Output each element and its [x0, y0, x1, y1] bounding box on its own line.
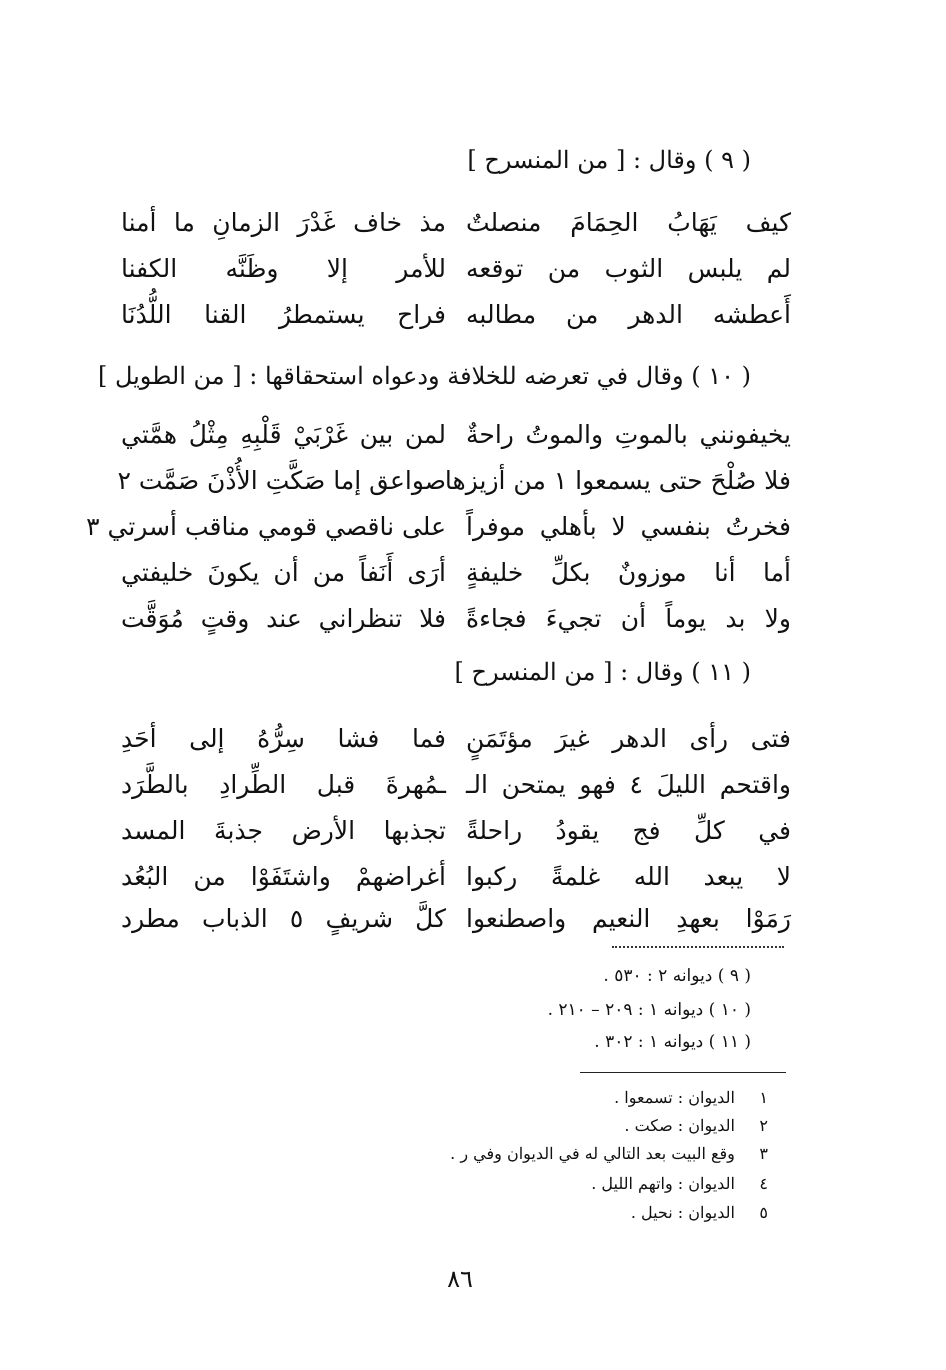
footnote-separator — [580, 1072, 786, 1073]
footnote — [614, 1088, 768, 1107]
dotted-separator — [612, 946, 784, 948]
page-number: ٨٦ — [447, 1265, 473, 1293]
footnote-text: الديوان : نحيل . — [630, 1203, 735, 1222]
verse-first-hemistich: كيف يَهَابُ الحِمَامَ منصلتٌ — [466, 208, 791, 237]
poem-heading-11: ( ١١ ) وقال : [ من المنسرح ] — [454, 658, 751, 686]
poem-heading-10: ( ١٠ ) وقال في تعرضه للخلافة ودعواه استحقاقها : [ من الطويل ] — [97, 362, 751, 390]
verse-first-hemistich: واقتحم الليلَ ٤ فهو يمتحن الـ — [466, 770, 791, 799]
verse-second-hemistich: على ناقصي قومي مناقب أسرتي ٣ — [86, 512, 446, 541]
verse-first-hemistich: لا يبعد الله غلمةً ركبوا — [466, 862, 791, 891]
footnote-text: الديوان : صكت . — [624, 1116, 735, 1135]
verse-line — [121, 762, 791, 808]
verse-line — [121, 246, 791, 292]
poem-heading-9: ( ٩ ) وقال : [ من المنسرح ] — [467, 146, 751, 174]
footnote — [450, 1144, 768, 1163]
verse-line — [121, 596, 791, 642]
verse-line — [86, 504, 791, 550]
footnote-text: وقع البيت بعد التالي له في الديوان وفي ر . — [450, 1144, 735, 1163]
verse-first-hemistich: ولا بد يوماً أن تجيءَ فجاءةً — [466, 604, 791, 633]
verse-line — [121, 412, 791, 458]
verse-first-hemistich: أما أنا موزونٌ بكلِّ خليفةٍ — [466, 558, 791, 587]
footnote-text: الديوان : واتهم الليل . — [591, 1174, 735, 1193]
verse-second-hemistich: أغراضهمْ واشتَفَوْا من البُعُد — [121, 862, 446, 891]
verse-first-hemistich: رَمَوْا بعهدِ النعيم واصطنعوا — [466, 904, 791, 933]
source-reference: ( ٩ ) ديوانه ٢ : ٥٣٠ . — [603, 966, 751, 986]
footnote-number: ٥ — [759, 1203, 768, 1222]
verse-first-hemistich: فلا صُلْحَ حتى يسمعوا ١ من أزيزها — [444, 466, 791, 495]
verse-second-hemistich: لمن بين غَرْبَيْ قَلْبِهِ مِثْلُ همَّتي — [121, 420, 446, 449]
footnote-number: ٢ — [759, 1116, 768, 1135]
verse-line — [121, 716, 791, 762]
verse-first-hemistich: فتى رأى الدهر غيرَ مؤتَمَنٍ — [466, 724, 791, 753]
verse-second-hemistich: مذ خاف غَدْرَ الزمانِ ما أمنا — [121, 208, 446, 237]
source-reference: ( ١٠ ) ديوانه ١ : ٢٠٩ – ٢١٠ . — [547, 1000, 751, 1020]
verse-first-hemistich: فخرتُ بنفسي لا بأهلي موفراً — [466, 512, 791, 541]
verse-line — [121, 292, 791, 338]
verse-line — [117, 458, 791, 504]
footnote-number: ٤ — [759, 1174, 768, 1193]
verse-second-hemistich: ـمُهرةَ قبل الطِّرادِ بالطَّرَد — [121, 770, 446, 799]
verse-second-hemistich: للأمر إلا وظَنَّه الكفنا — [121, 254, 446, 283]
verse-second-hemistich: فلا تنظراني عند وقتٍ مُوَقَّت — [121, 604, 446, 633]
footnote — [631, 1203, 768, 1222]
footnote-number: ٣ — [759, 1144, 768, 1163]
verse-line — [121, 896, 791, 942]
verse-second-hemistich: أرَى أَنَفاً من أن يكونَ خليفتي — [121, 558, 446, 587]
verse-second-hemistich: تجذبها الأرض جذبةَ المسد — [121, 816, 446, 845]
verse-second-hemistich: فما فشا سِرُّهُ إلى أحَدِ — [121, 724, 446, 753]
footnote-text: الديوان : تسمعوا . — [614, 1088, 735, 1107]
verse-first-hemistich: لم يلبس الثوب من توقعه — [466, 254, 791, 283]
footnote — [591, 1174, 768, 1193]
verse-second-hemistich: فراح يستمطرُ القنا اللُّدُنَا — [121, 300, 446, 329]
verse-second-hemistich: صواعق إما صَكَّتِ الأُذْنَ صَمَّت ٢ — [117, 466, 446, 495]
source-reference: ( ١١ ) ديوانه ١ : ٣٠٢ . — [594, 1032, 751, 1052]
verse-first-hemistich: في كلِّ فج يقودُ راحلةً — [466, 816, 791, 845]
verse-second-hemistich: كلَّ شريفٍ ٥ الذباب مطرد — [121, 904, 447, 933]
verse-line — [121, 808, 791, 854]
footnote-number: ١ — [759, 1088, 768, 1107]
verse-line — [121, 200, 791, 246]
verse-line — [121, 550, 791, 596]
verse-first-hemistich: أَعطشه الدهر من مطالبه — [466, 300, 791, 329]
footnote — [624, 1116, 768, 1135]
verse-first-hemistich: يخيفونني بالموتِ والموتُ راحةٌ — [466, 420, 791, 449]
verse-line — [121, 854, 791, 900]
